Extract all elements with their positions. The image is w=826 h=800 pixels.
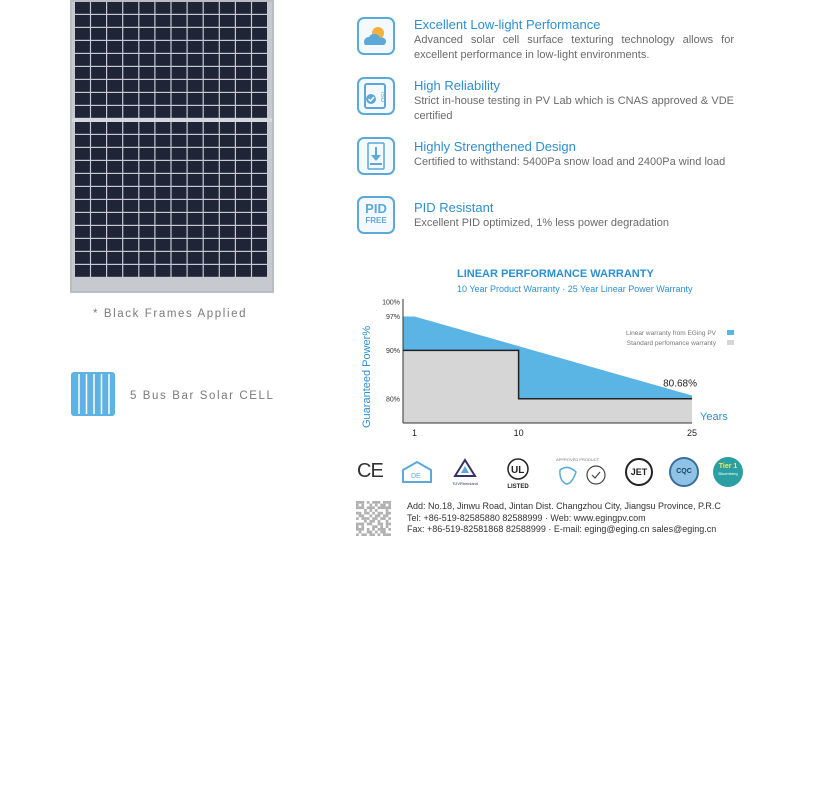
- ul-listed-logo: [500, 458, 536, 488]
- qr-code: [356, 501, 391, 536]
- pid-free-icon: [357, 196, 395, 234]
- jet-logo: [625, 458, 653, 486]
- solar-cell-grid: [72, 2, 272, 291]
- panel-caption: * Black Frames Applied: [93, 308, 248, 320]
- free-icon-text: FREE: [365, 216, 387, 225]
- contact-address: Add: No.18, Jinwu Road, Jintan Dist. Changzhou City, Jiangsu Province, P.R.C: [407, 501, 721, 511]
- tuv-logo: [448, 458, 482, 486]
- tier1-logo: [713, 457, 743, 487]
- feature-title-low-light: Excellent Low-light Performance: [414, 17, 601, 32]
- legend-swatch: [727, 330, 734, 335]
- legend-swatch: [727, 340, 734, 345]
- cloud-sun-icon: [357, 17, 395, 55]
- feature-title-strength: Highly Strengthened Design: [414, 139, 576, 154]
- feature-title-pid: PID Resistant: [414, 200, 494, 215]
- svg-text:ISO: ISO: [379, 92, 385, 103]
- feature-desc-reliability: Strict in-house testing in PV Lab which is CNAS approved & VDE certified: [414, 95, 734, 122]
- legend-label: Standard perfomance warranty: [626, 340, 716, 347]
- snow-load-icon: [357, 137, 395, 175]
- approved-text: APPROVED PRODUCT: [556, 457, 600, 462]
- x-tick-label: 1: [412, 428, 418, 438]
- approved-product-logo: [556, 457, 608, 491]
- cqc-text: CQC: [676, 468, 692, 475]
- chart-subtitle: 10 Year Product Warranty · 25 Year Linear Power Warranty: [457, 284, 693, 294]
- x-tick-label: 10: [513, 428, 524, 438]
- bus-bar-cell-icon: [71, 372, 115, 416]
- feature-desc-strength: Certified to withstand: 5400Pa snow load and 2400Pa wind load: [414, 156, 726, 168]
- feature-desc-low-light: Advanced solar cell surface texturing technology allows for excellent performance in low-light environments.: [414, 34, 734, 61]
- feature-title-reliability: High Reliability: [414, 78, 500, 93]
- x-axis-label: Years: [700, 411, 728, 423]
- contact-tel-web: Tel: +86-519-82585880 82588999 · Web: www.egingpv.com: [407, 513, 646, 523]
- solar-panel-image: [70, 0, 274, 293]
- ul-text: LISTED: [507, 484, 529, 490]
- y-tick-label: 90%: [385, 347, 400, 355]
- bus-bar-lines: [71, 372, 115, 416]
- pid-icon-text: PID: [365, 201, 387, 216]
- y-tick-label: 97%: [385, 314, 400, 322]
- vde-logo: [401, 460, 433, 489]
- y-tick-label: 80%: [385, 396, 400, 404]
- warranty-chart: [355, 295, 755, 445]
- y-tick-label: 100%: [382, 299, 400, 307]
- tier1-text: Tier 1: [718, 463, 738, 470]
- bus-bar-caption: 5 Bus Bar Solar CELL: [130, 390, 275, 402]
- x-tick-label: 25: [686, 428, 698, 438]
- svg-text:DE: DE: [411, 473, 421, 480]
- y-axis-label: Guaranteed Power%: [361, 325, 373, 428]
- tuv-text: TÜVRheinland: [451, 481, 478, 486]
- bloomberg-text: Bloomberg: [718, 471, 738, 476]
- jet-text: JET: [630, 467, 648, 477]
- chart-title: LINEAR PERFORMANCE WARRANTY: [457, 268, 654, 280]
- legend-label: Linear warranty from EGing PV: [626, 330, 716, 337]
- ce-logo: CE: [357, 460, 383, 482]
- end-value-label: 80.68%: [663, 378, 697, 390]
- feature-desc-pid: Excellent PID optimized, 1% less power degradation: [414, 217, 669, 229]
- contact-fax-email: Fax: +86-519-82581868 82588999 · E-mail: eging@eging.cn sales@eging.cn: [407, 524, 717, 534]
- svg-text:UL: UL: [511, 465, 525, 476]
- iso-check-icon: [357, 77, 395, 115]
- cqc-logo: [669, 457, 699, 487]
